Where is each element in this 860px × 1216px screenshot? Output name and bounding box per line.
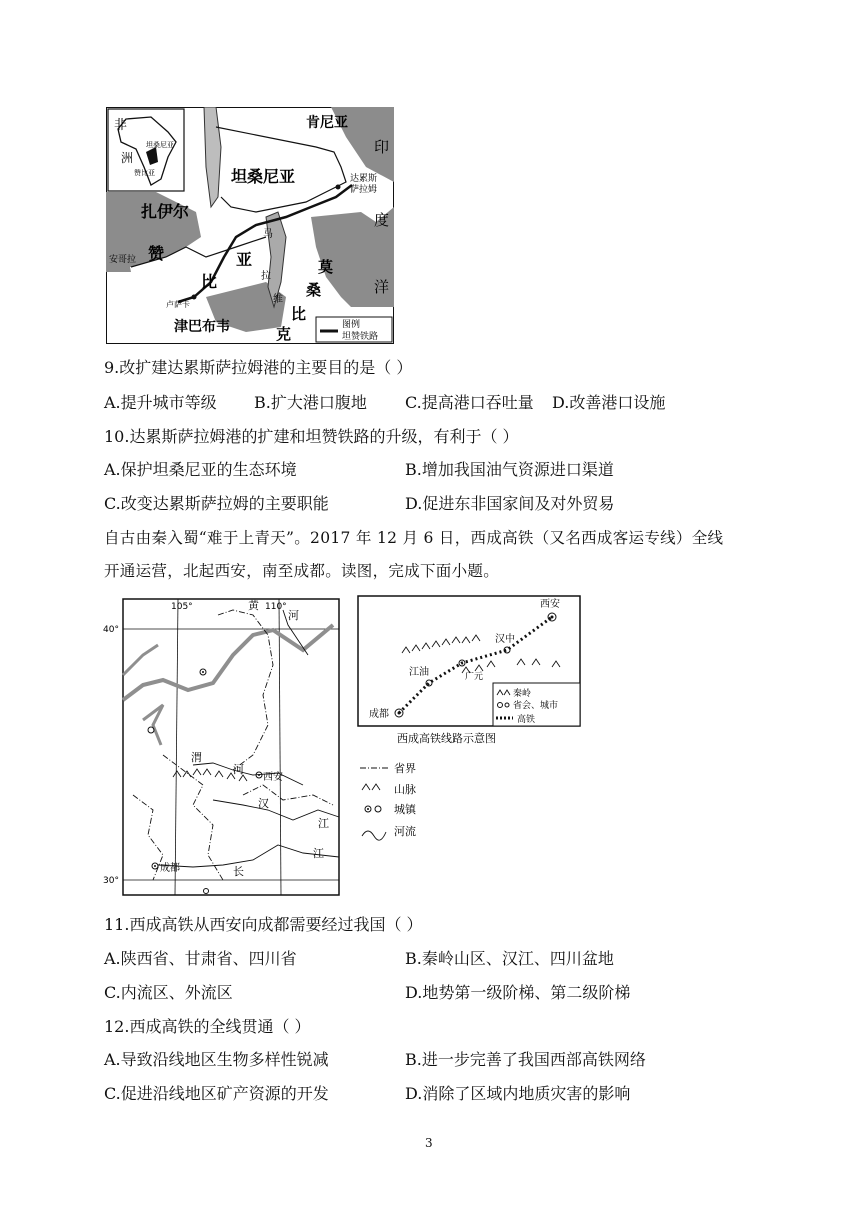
inset-zhou-label: 洲 <box>121 151 134 165</box>
diagram-legend-qinling: 秦岭 <box>513 689 532 699</box>
indian-ocean-label-3: 洋 <box>374 278 390 296</box>
legend-town: 城镇 <box>394 803 416 816</box>
river-icon <box>362 831 386 840</box>
q11-option-a[interactable]: A.陕西省、甘肃省、四川省 <box>104 949 297 968</box>
xicheng-railway-diagram <box>357 595 589 749</box>
q11-option-d[interactable]: D.地势第一级阶梯、第二级阶梯 <box>405 983 631 1002</box>
q10-stem: 10.达累斯萨拉姆港的扩建和坦赞铁路的升级，有利于（ ） <box>104 427 519 446</box>
q9-stem: 9.改扩建达累斯萨拉姆港的主要目的是（ ） <box>104 358 413 377</box>
diagram-hanzhong-label: 汉中 <box>495 634 515 645</box>
q9-option-a[interactable]: A.提升城市等级 <box>104 393 217 412</box>
q11-stem: 11.西成高铁从西安向成都需要经过我国（ ） <box>104 915 423 934</box>
wei-label: 渭 <box>191 751 202 764</box>
q12-option-c[interactable]: C.促进沿线地区矿产资源的开发 <box>104 1084 329 1103</box>
diagram-chengdu-label: 成都 <box>369 709 389 720</box>
malawi-label-2: 拉 <box>261 271 271 282</box>
jiang-label-1: 江 <box>318 817 329 830</box>
zambia-label-3: 亚 <box>236 250 253 269</box>
q10-option-d[interactable]: D.促进东非国家间及对外贸易 <box>405 494 615 513</box>
dar-es-salaam-dot <box>336 185 341 190</box>
wei-he-label: 河 <box>233 763 244 776</box>
angola-label: 安哥拉 <box>109 255 137 265</box>
huang-label: 黄 <box>248 599 259 612</box>
chengdu-label: 成都 <box>160 863 180 874</box>
dar-label-2: 萨拉姆 <box>350 185 378 195</box>
mozambique-label-3: 比 <box>291 305 307 323</box>
legend-province: 省界 <box>394 762 416 775</box>
inset-zambia-label: 赞比亚 <box>134 169 155 177</box>
diagram-guangyuan-label: 广元 <box>465 672 484 682</box>
malawi-label-1: 马 <box>263 229 273 240</box>
inset-africa-label: 非 <box>114 118 128 133</box>
q12-stem: 12.西成高铁的全线贯通（ ） <box>104 1017 311 1036</box>
lusaka-label: 卢萨卡 <box>166 300 190 309</box>
q10-option-a[interactable]: A.保护坦桑尼亚的生态环境 <box>104 460 297 479</box>
lon-110-label: 110° <box>265 602 287 612</box>
q11-option-b[interactable]: B.秦岭山区、汉江、四川盆地 <box>405 949 614 968</box>
zaire-label: 扎伊尔 <box>141 202 190 221</box>
intro-line-2: 开通运营，北起西安，南至成都。读图，完成下面小题。 <box>104 562 500 580</box>
legend-river: 河流 <box>394 825 416 838</box>
diagram-caption: 西成高铁线路示意图 <box>397 732 496 745</box>
q9-option-b[interactable]: B.扩大港口腹地 <box>254 393 367 412</box>
legend-title: 图例 <box>342 320 361 330</box>
xian-label: 西安 <box>263 772 283 783</box>
q10-option-c[interactable]: C.改变达累斯萨拉姆的主要职能 <box>104 494 329 513</box>
diagram-jiangyou-label: 江油 <box>409 667 429 678</box>
region-map-legend <box>358 758 438 842</box>
q12-option-b[interactable]: B.进一步完善了我国西部高铁网络 <box>405 1050 646 1069</box>
diagram-legend-city: 省会、城市 <box>513 701 559 711</box>
legend-mountain: 山脉 <box>394 783 416 796</box>
intro-line-1: 自古由秦入蜀“难于上青天”。2017 年 12 月 6 日，西成高铁（又名西成客运专线）全线 <box>104 529 724 547</box>
lusaka-dot <box>192 295 197 300</box>
mountain-icon <box>362 784 380 790</box>
q12-option-a[interactable]: A.导致沿线地区生物多样性锐减 <box>104 1050 329 1069</box>
q11-option-c[interactable]: C.内流区、外流区 <box>104 983 233 1002</box>
q10-option-b[interactable]: B.增加我国油气资源进口渠道 <box>405 460 614 479</box>
han-label: 汉 <box>258 797 269 810</box>
lat-40-label: 40° <box>103 625 119 635</box>
jiang-label-2: 江 <box>313 847 324 860</box>
kenya-label: 肯尼亚 <box>306 115 348 131</box>
q12-option-d[interactable]: D.消除了区域内地质灾害的影响 <box>405 1084 631 1103</box>
lon-105-label: 105° <box>171 602 193 612</box>
zimbabwe-label: 津巴布韦 <box>174 319 230 335</box>
legend-railway: 坦赞铁路 <box>342 332 379 342</box>
mozambique-label-4: 克 <box>276 325 292 343</box>
lat-30-label: 30° <box>103 876 119 886</box>
diagram-xian-label: 西安 <box>540 599 560 610</box>
he-label: 河 <box>288 609 299 622</box>
mozambique-label-2: 桑 <box>306 281 322 299</box>
tazara-map <box>106 107 394 344</box>
page-number: 3 <box>425 1136 433 1150</box>
indian-ocean-label-2: 度 <box>374 211 390 229</box>
mozambique-label-1: 莫 <box>318 258 334 276</box>
diagram-legend-rail: 高铁 <box>517 715 536 725</box>
tanzania-label: 坦桑尼亚 <box>231 167 296 186</box>
q9-option-d[interactable]: D.改善港口设施 <box>552 393 666 412</box>
dar-label-1: 达累斯 <box>350 174 378 184</box>
q9-option-c[interactable]: C.提高港口吞吐量 <box>405 393 534 412</box>
indian-ocean-label-1: 印 <box>374 138 390 156</box>
inset-tanzania-label: 坦桑尼亚 <box>146 141 174 149</box>
zambia-label-2: 比 <box>201 272 218 291</box>
malawi-label-3: 维 <box>273 294 283 305</box>
zambia-label-1: 赞 <box>148 244 165 263</box>
chang-label: 长 <box>233 865 244 878</box>
region-map <box>103 595 341 897</box>
